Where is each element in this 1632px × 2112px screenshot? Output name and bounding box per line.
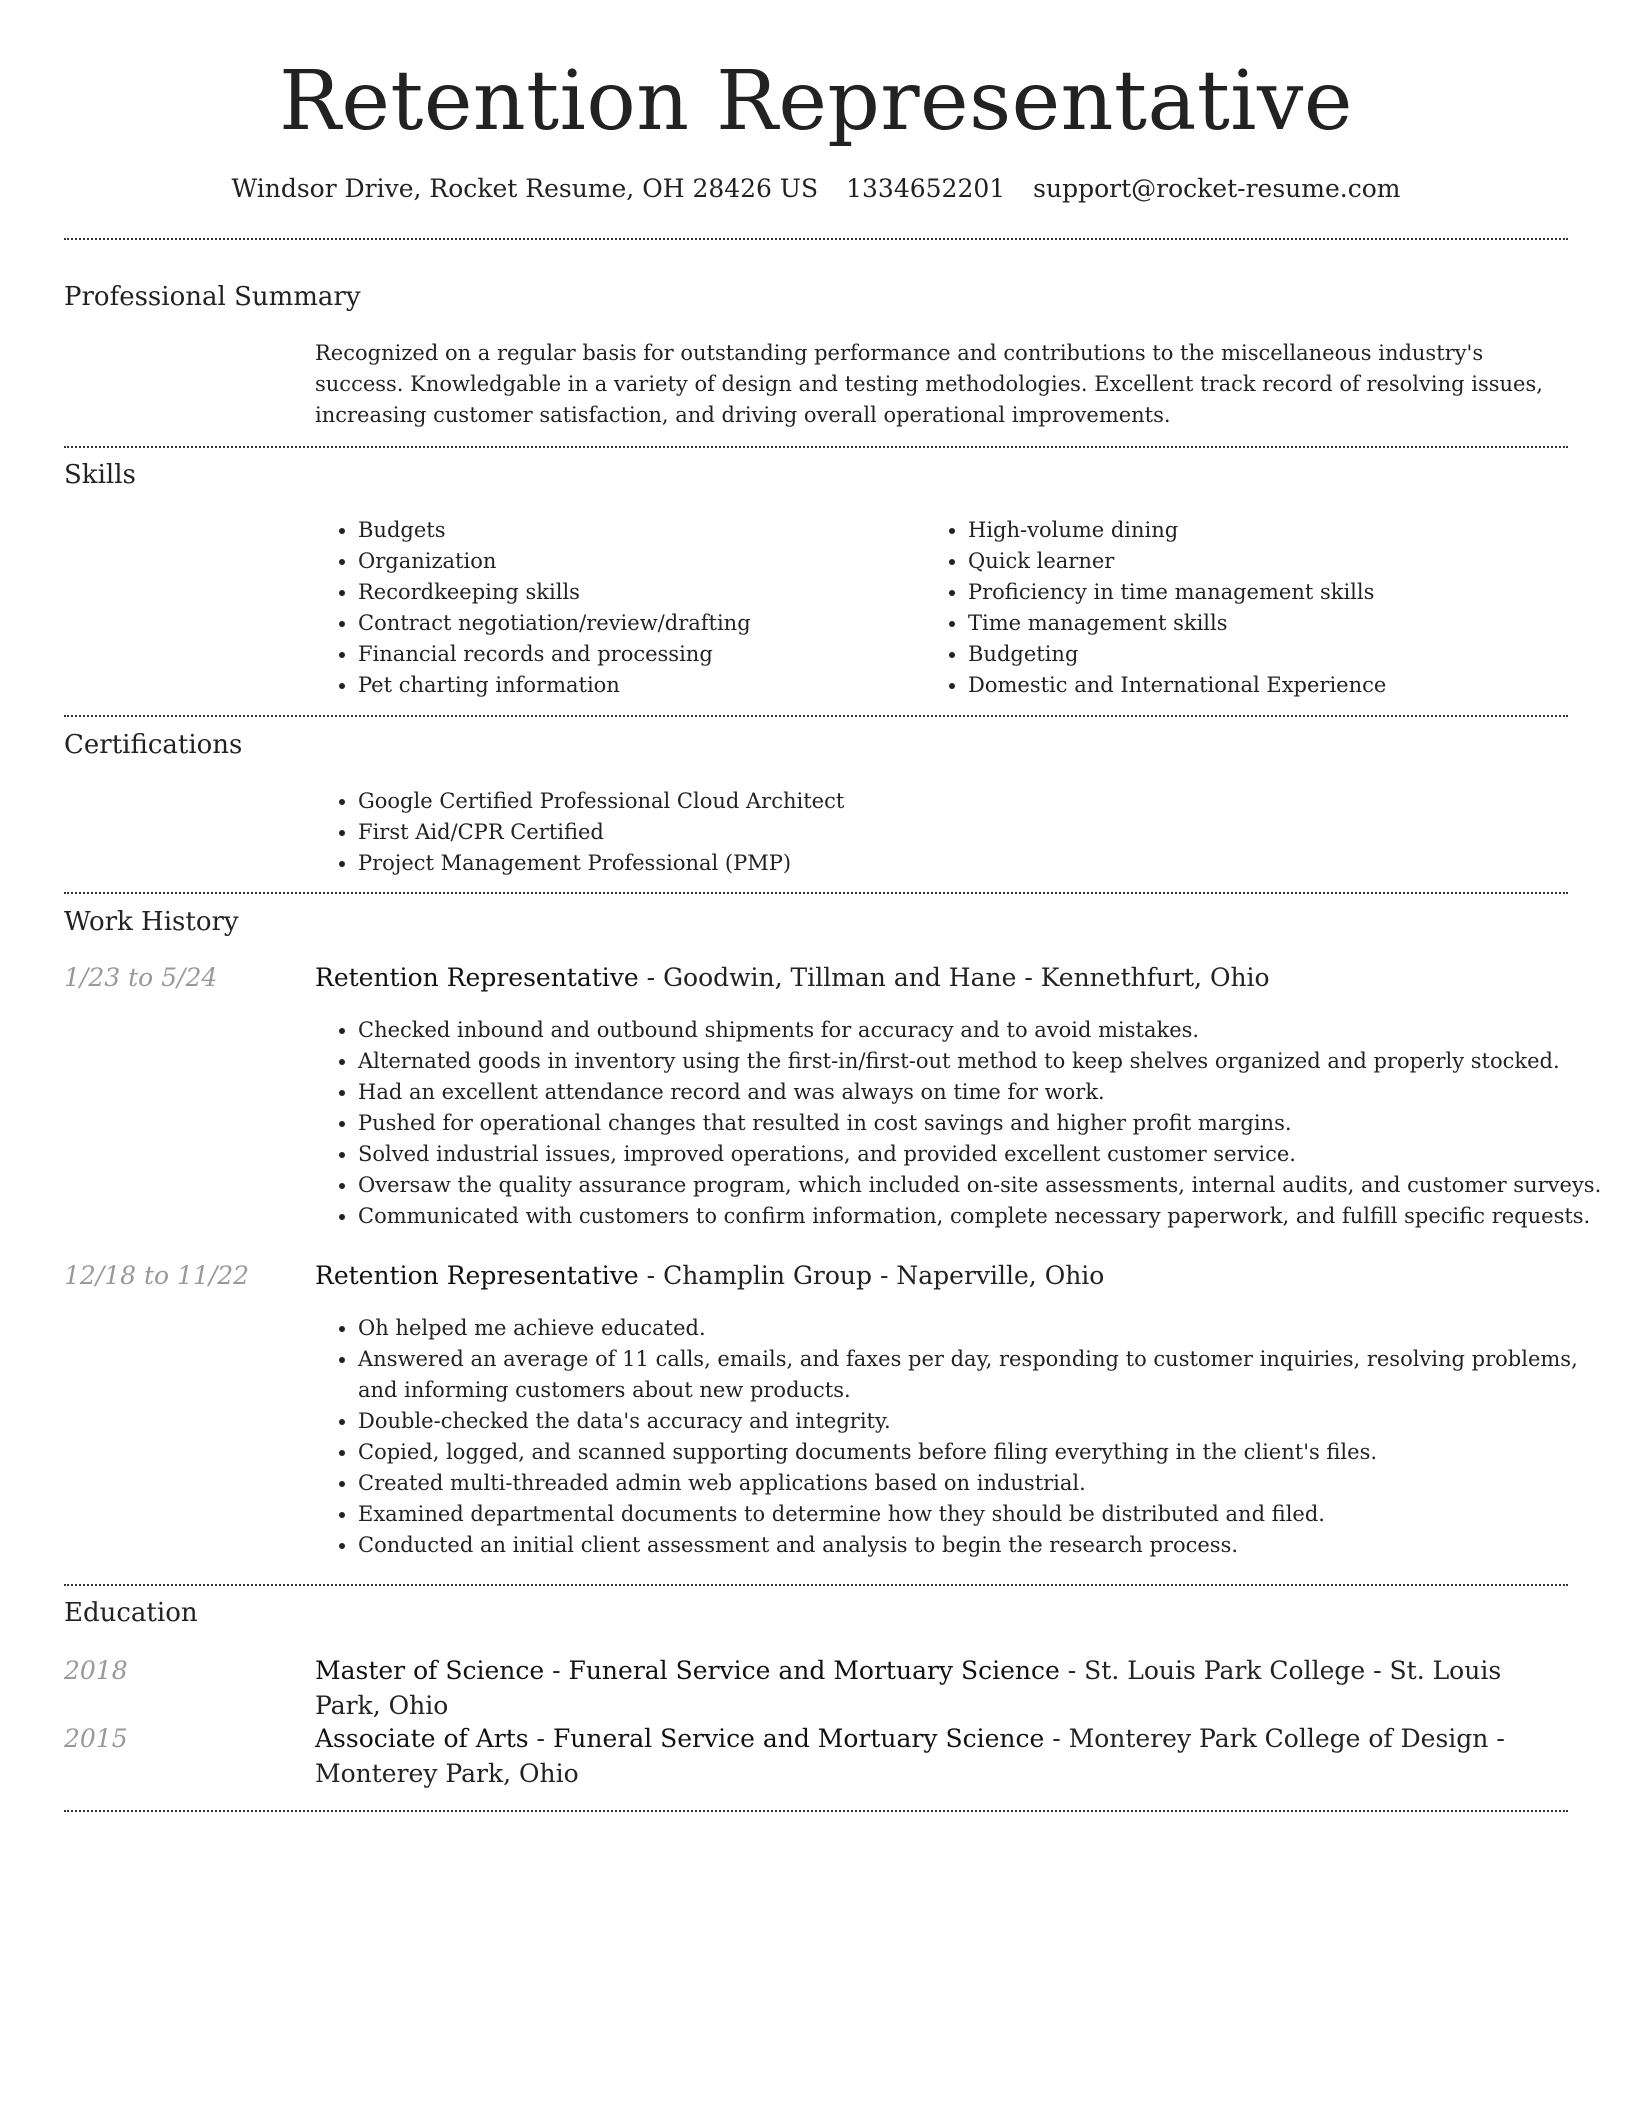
skill-item: • High-volume dining — [968, 515, 1608, 546]
summary-heading: Professional Summary — [64, 282, 361, 312]
education-location: St. Louis Park, Ohio — [315, 1656, 1502, 1720]
divider — [64, 892, 1568, 894]
job-bullet: • Oversaw the quality assurance program, which included on-site assessments, internal audits, and customer surveys. — [358, 1170, 1613, 1201]
skill-item: • Contract negotiation/review/drafting — [358, 608, 918, 639]
skill-item: • Quick learner — [968, 546, 1608, 577]
separator: - — [638, 963, 664, 992]
contact-line — [0, 172, 1632, 206]
job-bullet: • Examined departmental documents to determine how they should be distributed and filed. — [358, 1499, 1613, 1530]
job-title: Retention Representative — [315, 963, 639, 992]
separator: - — [872, 1261, 897, 1290]
job-bullets — [315, 1313, 1613, 1561]
job-bullet: • Checked inbound and outbound shipments for accuracy and to avoid mistakes. — [358, 1015, 1613, 1046]
education-year: 2015 — [64, 1724, 128, 1753]
education-line — [315, 1653, 1570, 1723]
skill-item: • Recordkeeping skills — [358, 577, 918, 608]
certification-item: • First Aid/CPR Certified — [358, 817, 1608, 848]
divider — [64, 238, 1568, 240]
contact-address: Windsor Drive, Rocket Resume, OH 28426 US — [231, 174, 819, 203]
resume-name: Retention Representative — [279, 54, 1353, 149]
education-field: Funeral Service and Mortuary Science — [552, 1724, 1045, 1753]
job-bullets — [315, 1015, 1613, 1232]
job-bullet: • Solved industrial issues, improved operations, and provided excellent customer service. — [358, 1139, 1613, 1170]
certifications-heading: Certifications — [64, 730, 243, 760]
job-bullet: • Double-checked the data's accuracy and integrity. — [358, 1406, 1613, 1437]
job-company: Goodwin, Tillman and Hane — [663, 963, 1017, 992]
education-year: 2018 — [64, 1656, 128, 1685]
skills-list-left — [315, 515, 918, 701]
job-bullet: • Answered an average of 11 calls, emails, and faxes per day, responding to customer inquiries, resolving problems, and informing customers about new products. — [358, 1344, 1613, 1406]
contact-phone: 1334652201 — [846, 174, 1006, 203]
education-degree: Master of Science — [315, 1656, 545, 1685]
education-heading: Education — [64, 1598, 198, 1628]
job-dates: 1/23 to 5/24 — [64, 963, 218, 992]
job-dates: 12/18 to 11/22 — [64, 1261, 250, 1290]
education-school: Monterey Park College of Design — [1068, 1724, 1489, 1753]
separator: - — [1365, 1656, 1390, 1685]
job-title-line — [315, 960, 1570, 995]
certifications-list — [315, 786, 1608, 879]
skill-item: • Budgets — [358, 515, 918, 546]
education-line — [315, 1721, 1570, 1791]
divider — [64, 1584, 1568, 1586]
job-bullet: • Copied, logged, and scanned supporting documents before filing everything in the client's files. — [358, 1437, 1613, 1468]
divider — [64, 715, 1568, 717]
separator: - — [544, 1656, 569, 1685]
divider — [64, 1810, 1568, 1812]
job-bullet: • Created multi-threaded admin web applications based on industrial. — [358, 1468, 1613, 1499]
summary-text: Recognized on a regular basis for outstanding performance and contributions to the miscellaneous industry's success. Knowledgable in a variety of design and testing methodologies. Excellent track record of resolving issues, increasing customer satisfaction, and driving overall operational improvements. — [315, 341, 1543, 427]
contact-email: support@rocket-resume.com — [1033, 174, 1401, 203]
skill-item: • Proficiency in time management skills — [968, 577, 1608, 608]
job-title: Retention Representative — [315, 1261, 639, 1290]
job-bullet: • Oh helped me achieve educated. — [358, 1313, 1613, 1344]
skill-item: • Budgeting — [968, 639, 1608, 670]
education-field: Funeral Service and Mortuary Science — [568, 1656, 1060, 1685]
skills-list-right — [925, 515, 1608, 701]
divider — [64, 446, 1568, 448]
separator: - — [1059, 1656, 1085, 1685]
job-location: Kennethfurt, Ohio — [1040, 963, 1270, 992]
separator: - — [1488, 1724, 1505, 1753]
education-location: Monterey Park, Ohio — [315, 1759, 579, 1788]
education-school: St. Louis Park College — [1084, 1656, 1366, 1685]
job-title-line — [315, 1258, 1570, 1293]
skill-item: • Time management skills — [968, 608, 1608, 639]
separator: - — [528, 1724, 553, 1753]
skill-item: • Organization — [358, 546, 918, 577]
separator: - — [1044, 1724, 1069, 1753]
skill-item: • Pet charting information — [358, 670, 918, 701]
skill-item: • Financial records and processing — [358, 639, 918, 670]
separator: - — [638, 1261, 664, 1290]
job-bullet: • Pushed for operational changes that resulted in cost savings and higher profit margins. — [358, 1108, 1613, 1139]
skills-heading: Skills — [64, 460, 136, 490]
job-bullet: • Conducted an initial client assessment and analysis to begin the research process. — [358, 1530, 1613, 1561]
job-location: Naperville, Ohio — [896, 1261, 1105, 1290]
job-bullet: • Communicated with customers to confirm information, complete necessary paperwork, and fulfill specific requests. — [358, 1201, 1613, 1232]
job-bullet: • Had an excellent attendance record and was always on time for work. — [358, 1077, 1613, 1108]
certification-item: • Google Certified Professional Cloud Architect — [358, 786, 1608, 817]
separator: - — [1016, 963, 1041, 992]
education-degree: Associate of Arts — [315, 1724, 529, 1753]
certification-item: • Project Management Professional (PMP) — [358, 848, 1608, 879]
job-bullet: • Alternated goods in inventory using the first-in/first-out method to keep shelves organized and properly stocked. — [358, 1046, 1613, 1077]
skill-item: • Domestic and International Experience — [968, 670, 1608, 701]
job-company: Champlin Group — [663, 1261, 873, 1290]
work-history-heading: Work History — [64, 907, 239, 937]
